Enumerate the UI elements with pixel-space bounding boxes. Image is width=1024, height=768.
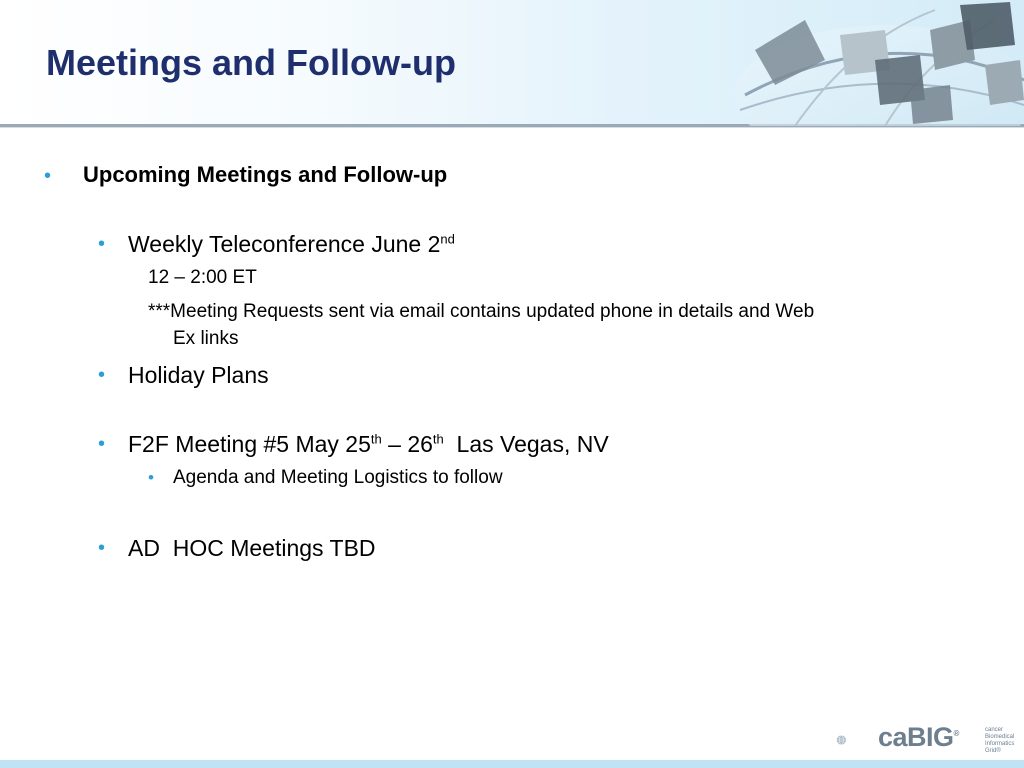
bullet-icon: •: [98, 433, 106, 455]
agenda-logistics-item: Agenda and Meeting Logistics to follow: [173, 467, 503, 488]
header-divider-light: [0, 127, 1024, 128]
f2f-text-b: – 26: [381, 431, 433, 457]
f2f-text-c: Las Vegas, NV: [443, 431, 609, 457]
slide-title: Meetings and Follow-up: [46, 42, 456, 83]
adhoc-meetings-item: AD HOC Meetings TBD: [128, 535, 376, 561]
meeting-requests-line1: ***Meeting Requests sent via email contains updated phone in details and Web: [148, 301, 815, 322]
f2f-text-a: F2F Meeting #5 May 25: [128, 431, 371, 457]
weekly-teleconference-text: Weekly Teleconference June 2: [128, 231, 441, 257]
heading-upcoming-meetings: Upcoming Meetings and Follow-up: [83, 162, 448, 187]
cabig-name: caBIG: [878, 722, 954, 752]
bullet-icon: •: [98, 233, 106, 255]
teleconference-time: 12 – 2:00 ET: [148, 267, 257, 288]
cabig-globe-logo-icon: [836, 718, 880, 762]
f2f-suffix-2: th: [432, 431, 444, 447]
cabig-trademark: ®: [953, 729, 959, 738]
bullet-icon: •: [98, 537, 106, 559]
cabig-logo-text: [878, 722, 959, 753]
f2f-suffix-1: th: [370, 431, 382, 447]
globe-collage-image: [735, 0, 1024, 126]
f2f-meeting-item: [128, 431, 609, 458]
meeting-requests-line2: Ex links: [173, 328, 239, 349]
bullet-icon: •: [98, 364, 106, 386]
bullet-icon: •: [148, 468, 154, 487]
weekly-date-suffix: nd: [440, 231, 455, 247]
cabig-tagline: cancer Biomedical Informatics Grid®: [985, 727, 1015, 754]
holiday-plans-item: Holiday Plans: [128, 362, 269, 388]
weekly-teleconference-item: [128, 231, 455, 258]
bullet-icon: •: [44, 165, 52, 187]
